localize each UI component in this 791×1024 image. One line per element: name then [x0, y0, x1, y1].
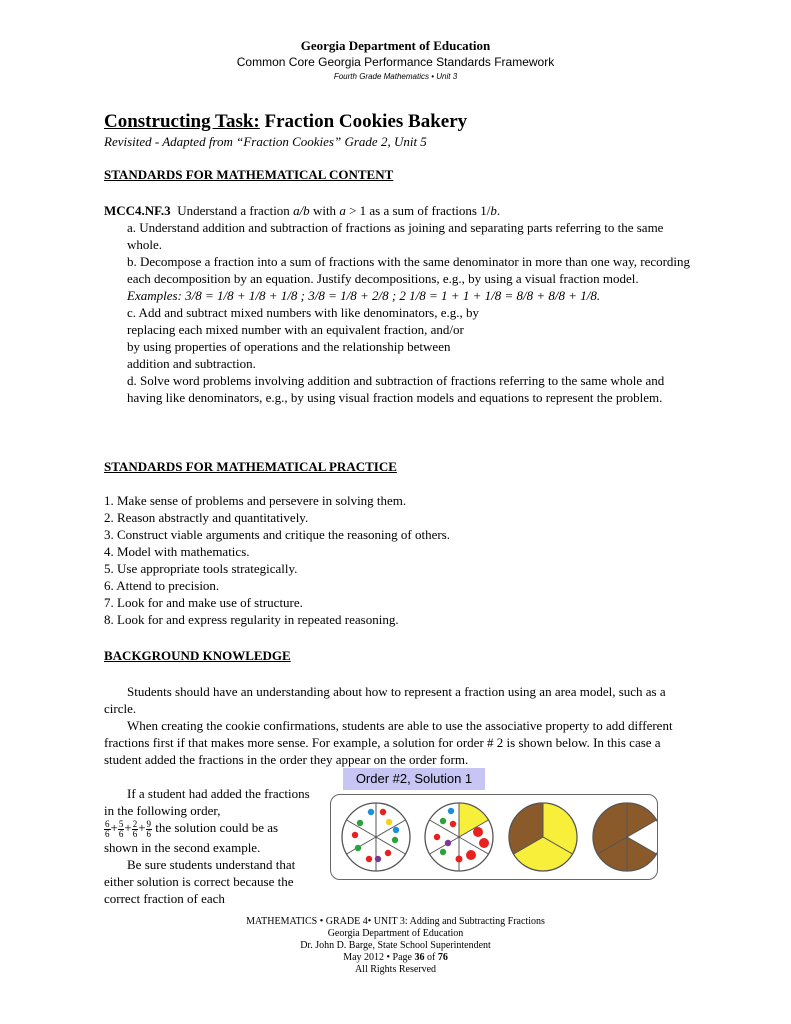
intro-gt: > 1 as a sum of fractions 1/	[345, 203, 491, 218]
practice-standards-list	[104, 492, 694, 628]
content-standards-heading: STANDARDS FOR MATHEMATICAL CONTENT	[104, 167, 394, 182]
standard-code: MCC4.NF.3	[104, 203, 171, 218]
page-footer	[0, 916, 791, 976]
standard-d: d. Solve word problems involving addition and subtraction of fractions referring to the same whole and having like denominators, e.g., by using visual fraction models and equations to represent the problem.	[127, 373, 665, 405]
chip-red	[466, 850, 476, 860]
practice-item: 7. Look for and make use of structure.	[104, 595, 303, 610]
background-paragraph-2: When creating the cookie confirmations, students are able to use the associative property to add different fractions first if that makes more sense. For example, a solution for order # 2 is shown below. In this case a student added the fractions in the order they appear on the order form.	[104, 718, 673, 767]
intro-with: with	[309, 203, 340, 218]
chip-green	[392, 837, 398, 843]
p4: Be sure students understand that either solution is correct because the correct fraction of each	[104, 856, 296, 906]
plus-sign: +	[138, 820, 146, 835]
p3-intro: If a student had added the fractions in the following order,	[104, 786, 310, 818]
chip-yellow	[386, 819, 392, 825]
standard-c-3: by using properties of operations and the relationship between	[127, 339, 451, 354]
chip-purple	[375, 856, 381, 862]
standard-c-1: c. Add and subtract mixed numbers with like denominators, e.g., by	[127, 305, 480, 320]
practice-item: 5. Use appropriate tools strategically.	[104, 561, 298, 576]
cookie-figure-box	[330, 794, 658, 880]
denominator: 6	[146, 828, 152, 839]
footer-line-1: MATHEMATICS • GRADE 4• UNIT 3: Adding and Subtracting Fractions	[246, 916, 545, 927]
practice-item: 2. Reason abstractly and quantitatively.	[104, 510, 309, 525]
chip-green	[355, 845, 361, 851]
footer-page	[0, 952, 791, 964]
practice-item: 6. Attend to precision.	[104, 578, 220, 593]
standard-c-2: replacing each mixed number with an equivalent fraction, and/or	[127, 322, 464, 337]
content-standards-body	[104, 202, 694, 406]
chip-green	[440, 818, 446, 824]
practice-item: 3. Construct viable arguments and critique the reasoning of others.	[104, 527, 450, 542]
background-paragraph-1: Students should have an understanding about how to represent a fraction using an area model, such as a circle.	[104, 684, 666, 716]
chip-blue	[448, 808, 454, 814]
intro-text: Understand a fraction	[177, 203, 294, 218]
page-subtitle: Revisited - Adapted from “Fraction Cookies” Grade 2, Unit 5	[104, 134, 427, 149]
cookie-diagram	[331, 795, 657, 879]
p3-rest: the solution could be as shown in the second example.	[104, 820, 279, 855]
header-org: Georgia Department of Education	[300, 38, 491, 53]
cookie-3	[509, 803, 577, 871]
figure-label: Order #2, Solution 1	[343, 768, 485, 790]
practice-item: 1. Make sense of problems and persevere in solving them.	[104, 493, 407, 508]
footer-of: of	[424, 952, 438, 963]
numerator: 5	[118, 818, 124, 829]
page-total: 76	[437, 952, 448, 963]
footer-line-5: All Rights Reserved	[354, 964, 437, 975]
intro-b: b	[490, 203, 497, 218]
standard-b	[104, 253, 694, 304]
title-prefix: Constructing Task:	[104, 111, 260, 132]
numerator: 9	[146, 818, 152, 829]
chip-red	[380, 809, 386, 815]
chip-blue	[393, 827, 399, 833]
chip-red	[450, 821, 456, 827]
plus-sign: +	[110, 820, 118, 835]
chip-green	[357, 820, 363, 826]
chip-red	[479, 838, 489, 848]
header-course: Fourth Grade Mathematics • Unit 3	[333, 72, 458, 81]
page-number: 36	[414, 952, 425, 963]
page-title	[104, 111, 467, 133]
practice-item: 8. Look for and express regularity in repeated reasoning.	[104, 612, 399, 627]
numerator: 6	[105, 818, 110, 829]
fraction-sum	[104, 819, 314, 856]
standard-c-4: addition and subtraction.	[127, 356, 256, 371]
chip-red	[473, 827, 483, 837]
denominator: 6	[132, 828, 138, 839]
cookie-1	[342, 803, 410, 871]
standard-b-examples: Examples: 3/8 = 1/8 + 1/8 + 1/8 ; 3/8 = 1/8 + 2/8 ; 2 1/8 = 1 + 1 + 1/8 = 8/8 + 8/8 + 1/8.	[127, 288, 601, 303]
chip-red	[366, 856, 372, 862]
header-framework: Common Core Georgia Performance Standards Framework	[236, 55, 555, 69]
chip-purple	[445, 840, 451, 846]
background-paragraph-3	[104, 785, 314, 907]
intro-ab: a/b	[293, 203, 310, 218]
intro-end: .	[496, 203, 501, 218]
chip-green	[440, 849, 446, 855]
standard-intro	[104, 202, 694, 219]
chip-blue	[368, 809, 374, 815]
cookie-4	[593, 803, 657, 871]
chip-red	[434, 834, 440, 840]
standard-a: a. Understand addition and subtraction of fractions as joining and separating parts referring to the same whole.	[127, 220, 664, 252]
chip-red	[456, 856, 463, 863]
numerator: 2	[132, 818, 138, 829]
standard-b-text: b. Decompose a fraction into a sum of fractions with the same denominator in more than one way, recording each decomposition by an equation. Justify decompositions, e.g., by using a visual fraction model.	[127, 254, 691, 286]
denominator: 6	[118, 828, 124, 839]
chip-red	[385, 850, 391, 856]
denominator: 6	[105, 828, 110, 839]
chip-red	[352, 832, 358, 838]
cookie-2	[425, 803, 493, 871]
footer-line-3: Dr. John D. Barge, State School Superintendent	[300, 940, 491, 951]
background-heading: BACKGROUND KNOWLEDGE	[104, 648, 291, 663]
plus-sign: +	[124, 820, 132, 835]
intro-a: a	[339, 203, 346, 218]
footer-line-2: Georgia Department of Education	[327, 928, 464, 939]
practice-standards-heading: STANDARDS FOR MATHEMATICAL PRACTICE	[104, 459, 397, 474]
footer-date: May 2012 • Page	[343, 952, 415, 963]
practice-item: 4. Model with mathematics.	[104, 544, 250, 559]
title-main: Fraction Cookies Bakery	[259, 111, 468, 132]
